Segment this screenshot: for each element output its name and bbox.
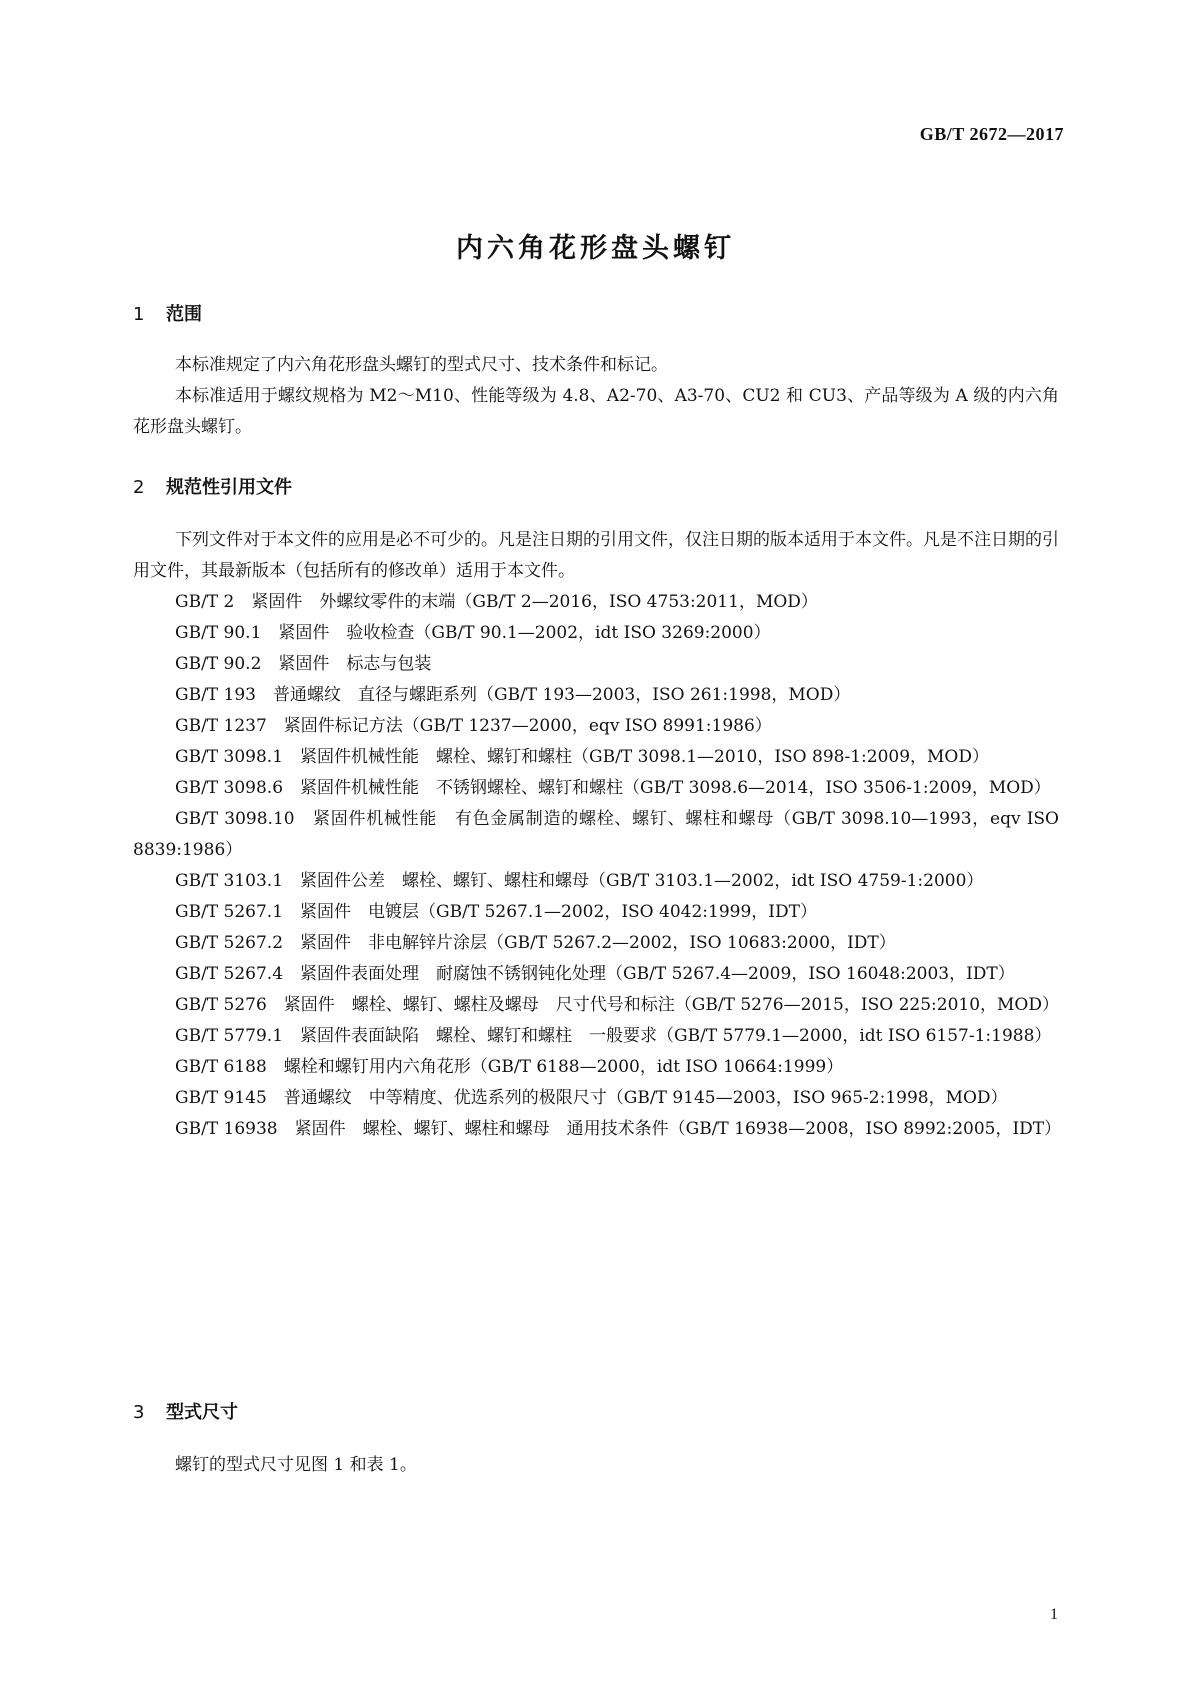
document-title: 内六角花形盘头螺钉 <box>456 233 735 264</box>
reference-item: GB/T 2 紧固件 外螺纹零件的末端（GB/T 2—2016，ISO 4753:2011，MOD） <box>175 592 818 612</box>
reference-item: GB/T 193 普通螺纹 直径与螺距系列（GB/T 193—2003，ISO 261:1998，MOD） <box>175 685 851 705</box>
section-title: 规范性引用文件 <box>166 477 292 498</box>
section-number: 3 <box>133 1402 145 1423</box>
paragraph: 螺钉的型式尺寸见图 1 和表 1。 <box>175 1455 417 1475</box>
reference-item: GB/T 3098.10 紧固件机械性能 有色金属制造的螺栓、螺钉、螺柱和螺母（GB/T 3098.10—1993，eqv ISO 8839:1986） <box>133 809 1059 860</box>
section-number: 1 <box>133 304 145 325</box>
paragraph: 本标准适用于螺纹规格为 M2～M10、性能等级为 4.8、A2-70、A3-70、CU2 和 CU3、产品等级为 A 级的内六角花形盘头螺钉。 <box>133 386 1059 437</box>
page-number: 1 <box>1050 1606 1058 1623</box>
section-heading-normative-references <box>133 473 292 499</box>
reference-item: GB/T 3098.6 紧固件机械性能 不锈钢螺栓、螺钉和螺柱（GB/T 3098.6—2014，ISO 3506-1:2009，MOD） <box>175 778 1051 798</box>
reference-item: GB/T 5779.1 紧固件表面缺陷 螺栓、螺钉和螺柱 一般要求（GB/T 5779.1—2000，idt ISO 6157-1:1988） <box>175 1026 1052 1046</box>
reference-item: GB/T 1237 紧固件标记方法（GB/T 1237—2000，eqv ISO 8991:1986） <box>175 716 772 736</box>
section-title: 范围 <box>166 304 202 325</box>
reference-item: GB/T 5267.2 紧固件 非电解锌片涂层（GB/T 5267.2—2002，ISO 10683:2000，IDT） <box>175 933 896 953</box>
reference-item: GB/T 90.1 紧固件 验收检查（GB/T 90.1—2002，idt ISO 3269:2000） <box>175 623 771 643</box>
reference-item: GB/T 5267.4 紧固件表面处理 耐腐蚀不锈钢钝化处理（GB/T 5267.4—2009，ISO 16048:2003，IDT） <box>175 964 1015 984</box>
reference-list <box>133 587 1062 1145</box>
reference-item: GB/T 16938 紧固件 螺栓、螺钉、螺柱和螺母 通用技术条件（GB/T 16938—2008，ISO 8992:2005，IDT） <box>175 1119 1062 1139</box>
section-heading-scope <box>133 300 202 326</box>
section-title: 型式尺寸 <box>166 1402 238 1423</box>
standard-number: GB/T 2672—2017 <box>919 124 1064 144</box>
section-number: 2 <box>133 477 145 498</box>
reference-item: GB/T 3103.1 紧固件公差 螺栓、螺钉、螺柱和螺母（GB/T 3103.1—2002，idt ISO 4759-1:2000） <box>175 871 984 891</box>
reference-item: GB/T 5267.1 紧固件 电镀层（GB/T 5267.1—2002，ISO 4042:1999，IDT） <box>175 902 817 922</box>
normative-body <box>133 525 1062 1145</box>
reference-item: GB/T 90.2 紧固件 标志与包装 <box>175 654 432 674</box>
reference-item: GB/T 6188 螺栓和螺钉用内六角花形（GB/T 6188—2000，idt ISO 10664:1999） <box>175 1057 844 1077</box>
reference-item: GB/T 5276 紧固件 螺栓、螺钉、螺柱及螺母 尺寸代号和标注（GB/T 5276—2015，ISO 225:2010，MOD） <box>175 995 1059 1015</box>
paragraph: 本标准规定了内六角花形盘头螺钉的型式尺寸、技术条件和标记。 <box>175 355 668 375</box>
section-heading-dimensions <box>133 1398 238 1424</box>
reference-item: GB/T 9145 普通螺纹 中等精度、优选系列的极限尺寸（GB/T 9145—2003，ISO 965-2:1998，MOD） <box>175 1088 1008 1108</box>
dimensions-body <box>133 1450 1059 1481</box>
paragraph: 下列文件对于本文件的应用是必不可少的。凡是注日期的引用文件，仅注日期的版本适用于本文件。凡是不注日期的引用文件，其最新版本（包括所有的修改单）适用于本文件。 <box>133 530 1059 581</box>
reference-item: GB/T 3098.1 紧固件机械性能 螺栓、螺钉和螺柱（GB/T 3098.1—2010，ISO 898-1:2009，MOD） <box>175 747 989 767</box>
scope-body <box>133 350 1059 443</box>
